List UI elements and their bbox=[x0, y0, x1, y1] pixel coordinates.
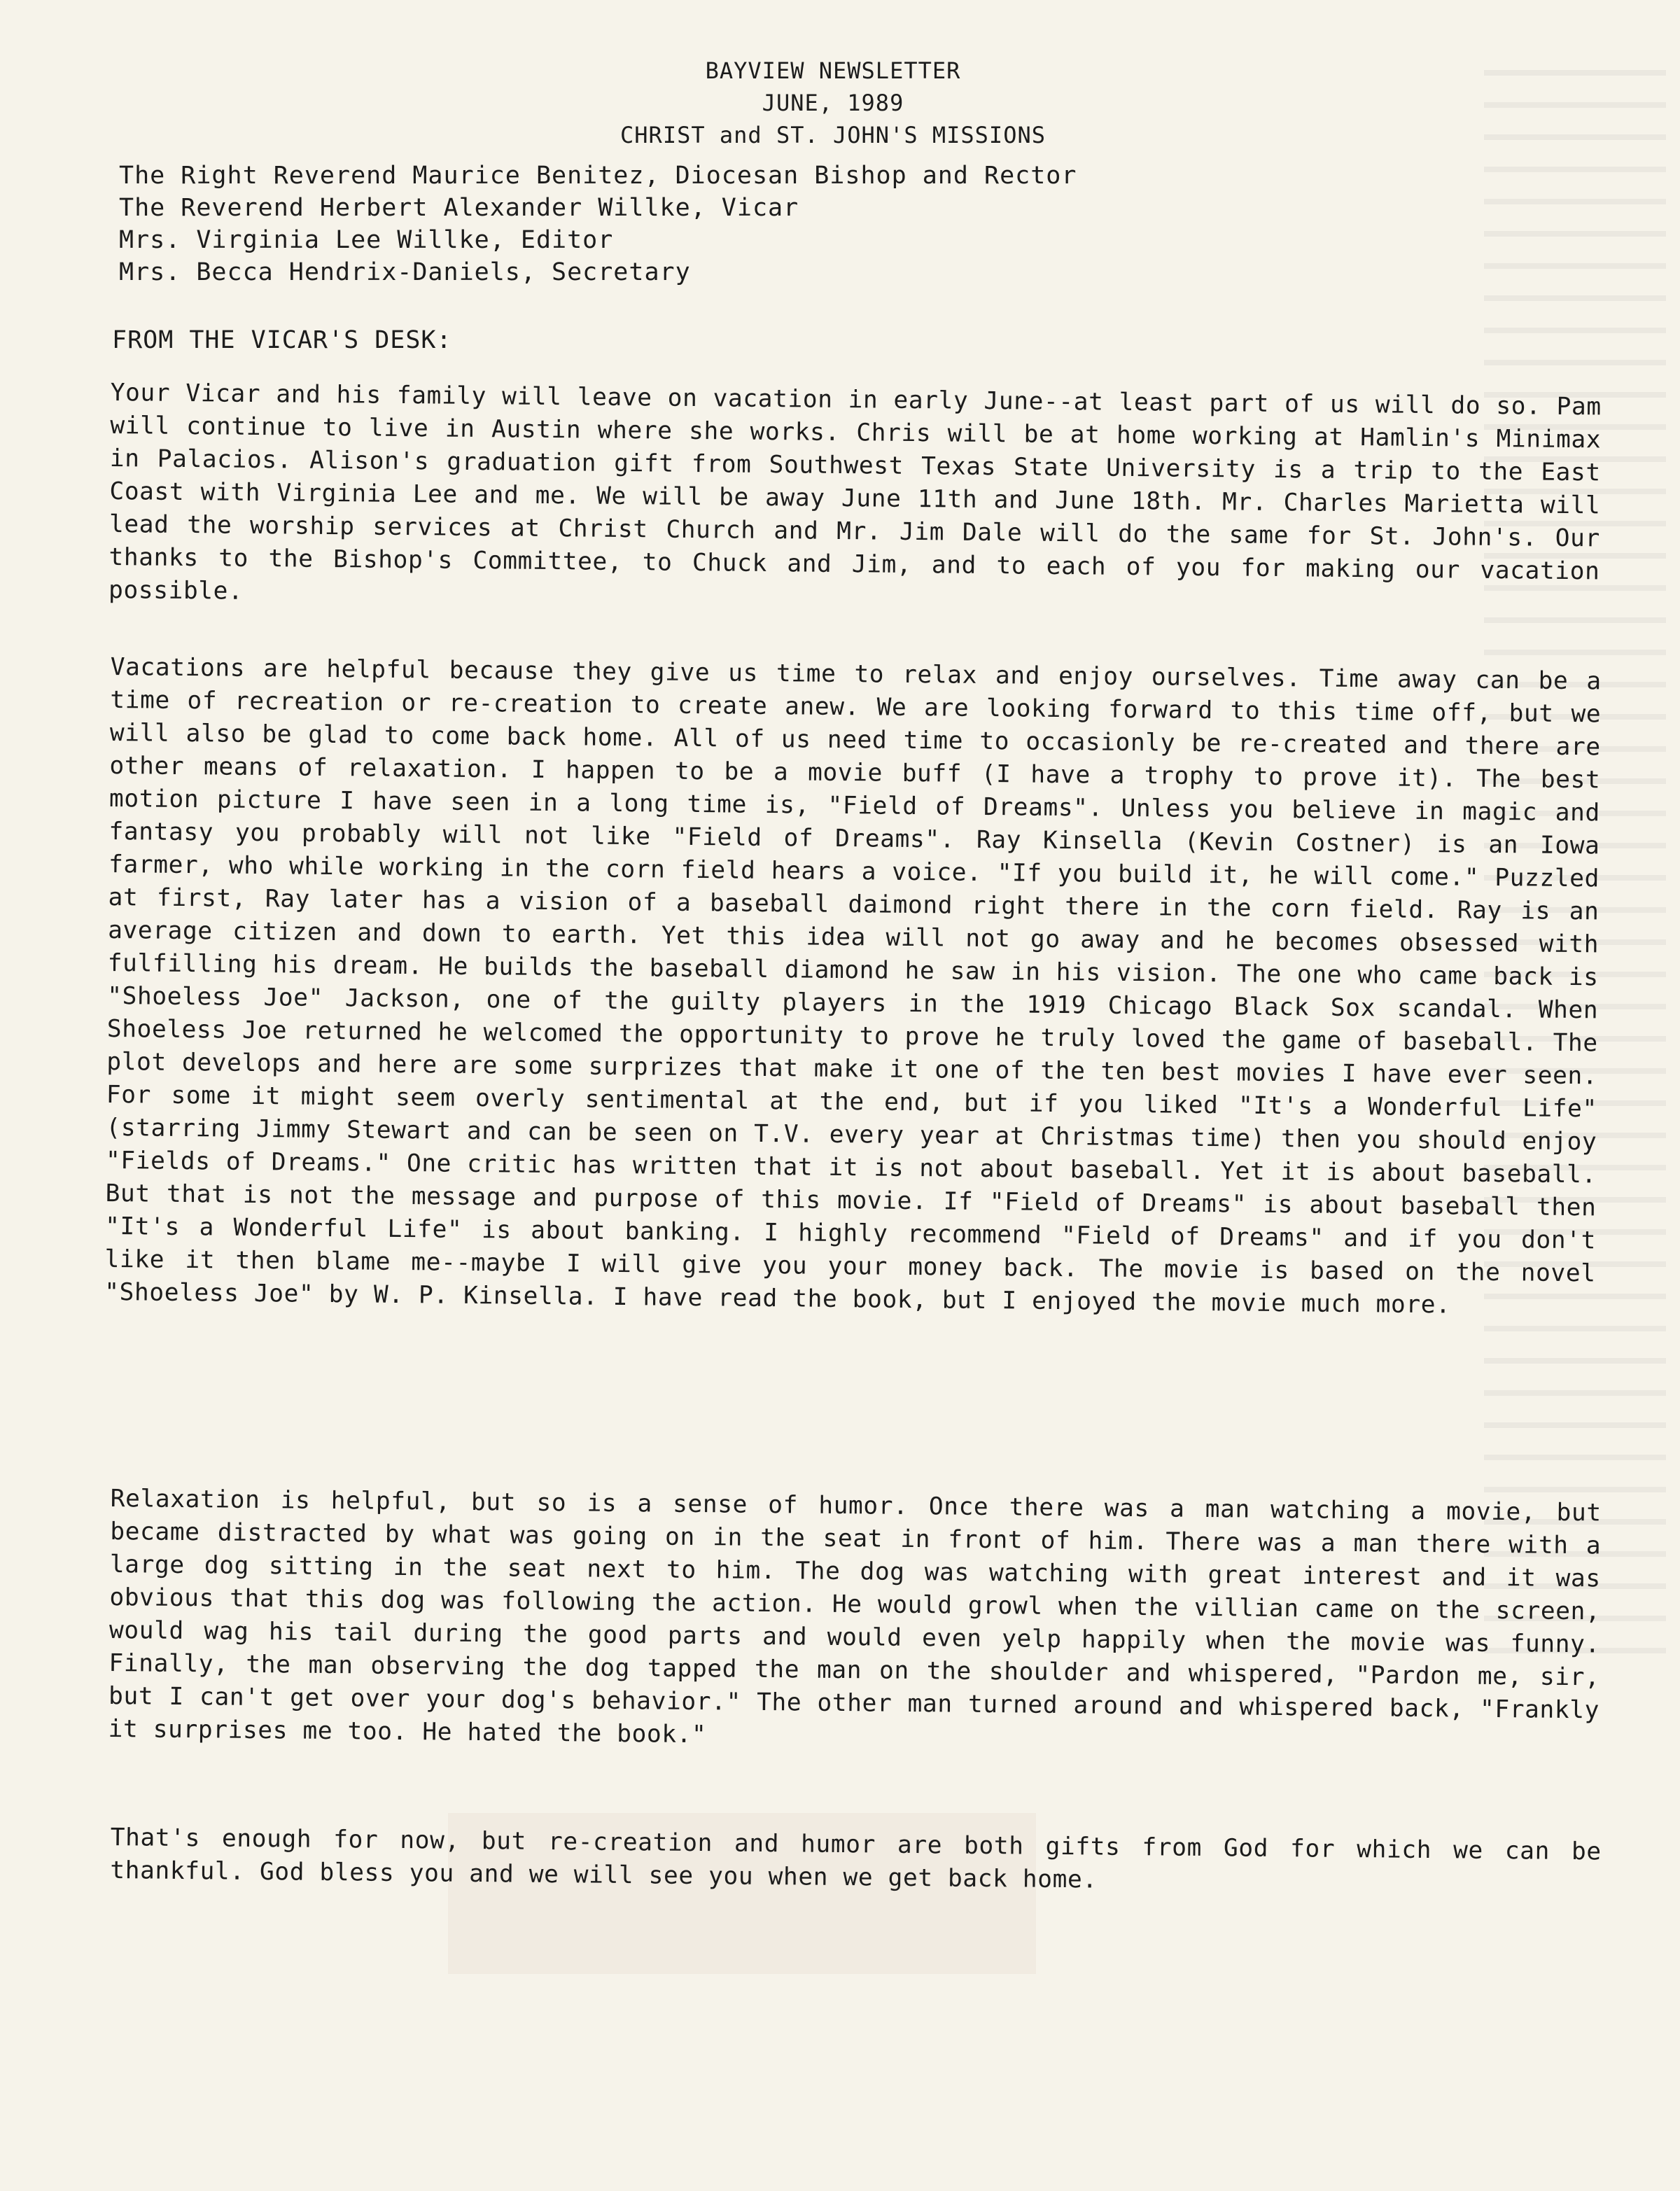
newsletter-title: BAYVIEW NEWSLETTER bbox=[705, 57, 961, 84]
staff-secretary: Mrs. Becca Hendrix-Daniels, Secretary bbox=[119, 258, 691, 286]
staff-bishop: The Right Reverend Maurice Benitez, Diocesan Bishop and Rector bbox=[119, 162, 1077, 190]
newsletter-date: JUNE, 1989 bbox=[762, 90, 904, 116]
newsletter-missions: CHRIST and ST. JOHN'S MISSIONS bbox=[620, 122, 1046, 148]
staff-vicar: The Reverend Herbert Alexander Willke, Vicar bbox=[119, 194, 799, 222]
staff-list bbox=[119, 160, 1077, 288]
newsletter-header bbox=[0, 55, 1680, 151]
staff-editor: Mrs. Virginia Lee Willke, Editor bbox=[119, 226, 614, 254]
paragraph-field-of-dreams: Vacations are helpful because they give us time to relax and enjoy ourselves. Time away can be a time of recreation or re-creation to create anew. We are looking forward to this time off, but we will also be glad to come back home. All of us need time to occasionly be re-created and there are other means of relaxation. I happen to be a movie buff (I have a trophy to prove it). The best motion picture I have seen in a long time is, "Field of Dreams". Unless you believe in magic and fantasy you probably will not like "Field of Dreams". Ray Kinsella (Kevin Costner) is an Iowa farmer, who while working in the corn field hears a voice. "If you build it, he will come." Puzzled at first, Ray later has a vision of a baseball daimond right there in the corn field. Ray is an average citizen and down to earth. Yet this idea will not go away and he becomes obsessed with fulfilling his dream. He builds the baseball diamond he saw in his vision. The one who came back is "Shoeless Joe" Jackson, one of the guilty players in the 1919 Chicago Black Sox scandal. When Shoeless Joe returned he welcomed the opportunity to prove he truly loved the game of baseball. The plot develops and here are some surprizes that make it one of the ten best movies I have ever seen. For some it might seem overly sentimental at the end, but if you liked "It's a Wonderful Life" (starring Jimmy Stewart and can be seen on T.V. every year at Christmas time) then you should enjoy "Fields of Dreams." One critic has written that it is not about baseball. Yet it is about baseball. But that is not the message and purpose of this movie. If "Field of Dreams" is about baseball then "It's a Wonderful Life" is about banking. I highly recommend "Field of Dreams" and if you don't like it then blame me--maybe I will give you your money back. The movie is based on the novel "Shoeless Joe" by W. P. Kinsella. I have read the book, but I enjoyed the movie much more. bbox=[104, 652, 1602, 1320]
paragraph-humor: Relaxation is helpful, but so is a sense of humor. Once there was a man watching a movie, but became distracted by what was going on in the seat in front of him. There was a man there with a large dog sitting in the seat next to him. The dog was watching with great interest and it was obvious that this dog was following the action. He would growl when the villian came on the screen, would wag his tail during the good parts and would even yelp happily when the movie was funny. Finally, the man observing the dog tapped the man on the shoulder and whispered, "Pardon me, sir, but I can't get over your dog's behavior." The other man turned around and whispered back, "Frankly it surprises me too. He hated the book." bbox=[108, 1484, 1602, 1749]
paragraph-vacation: Your Vicar and his family will leave on vacation in early June--at least part of us will do so. Pam will continue to live in Austin where she works. Chris will be at home working at Hamlin's Minimax in Palacios. Alison's graduation gift from Southwest Texas State University is a trip to the East Coast with Virginia Lee and me. We will be away June 11th and June 18th. Mr. Charles Marietta will lead the worship services at Christ Church and Mr. Jim Dale will do the same for St. John's. Our thanks to the Bishop's Committee, to Chuck and Jim, and to each of you for making our vacation possible. bbox=[108, 378, 1602, 606]
paragraph-closing: That's enough for now, but re-creation and humor are both gifts from God for which we can be thankful. God bless you and we will see you when we get back home. bbox=[110, 1823, 1602, 1894]
section-title: FROM THE VICAR'S DESK: bbox=[112, 326, 452, 354]
